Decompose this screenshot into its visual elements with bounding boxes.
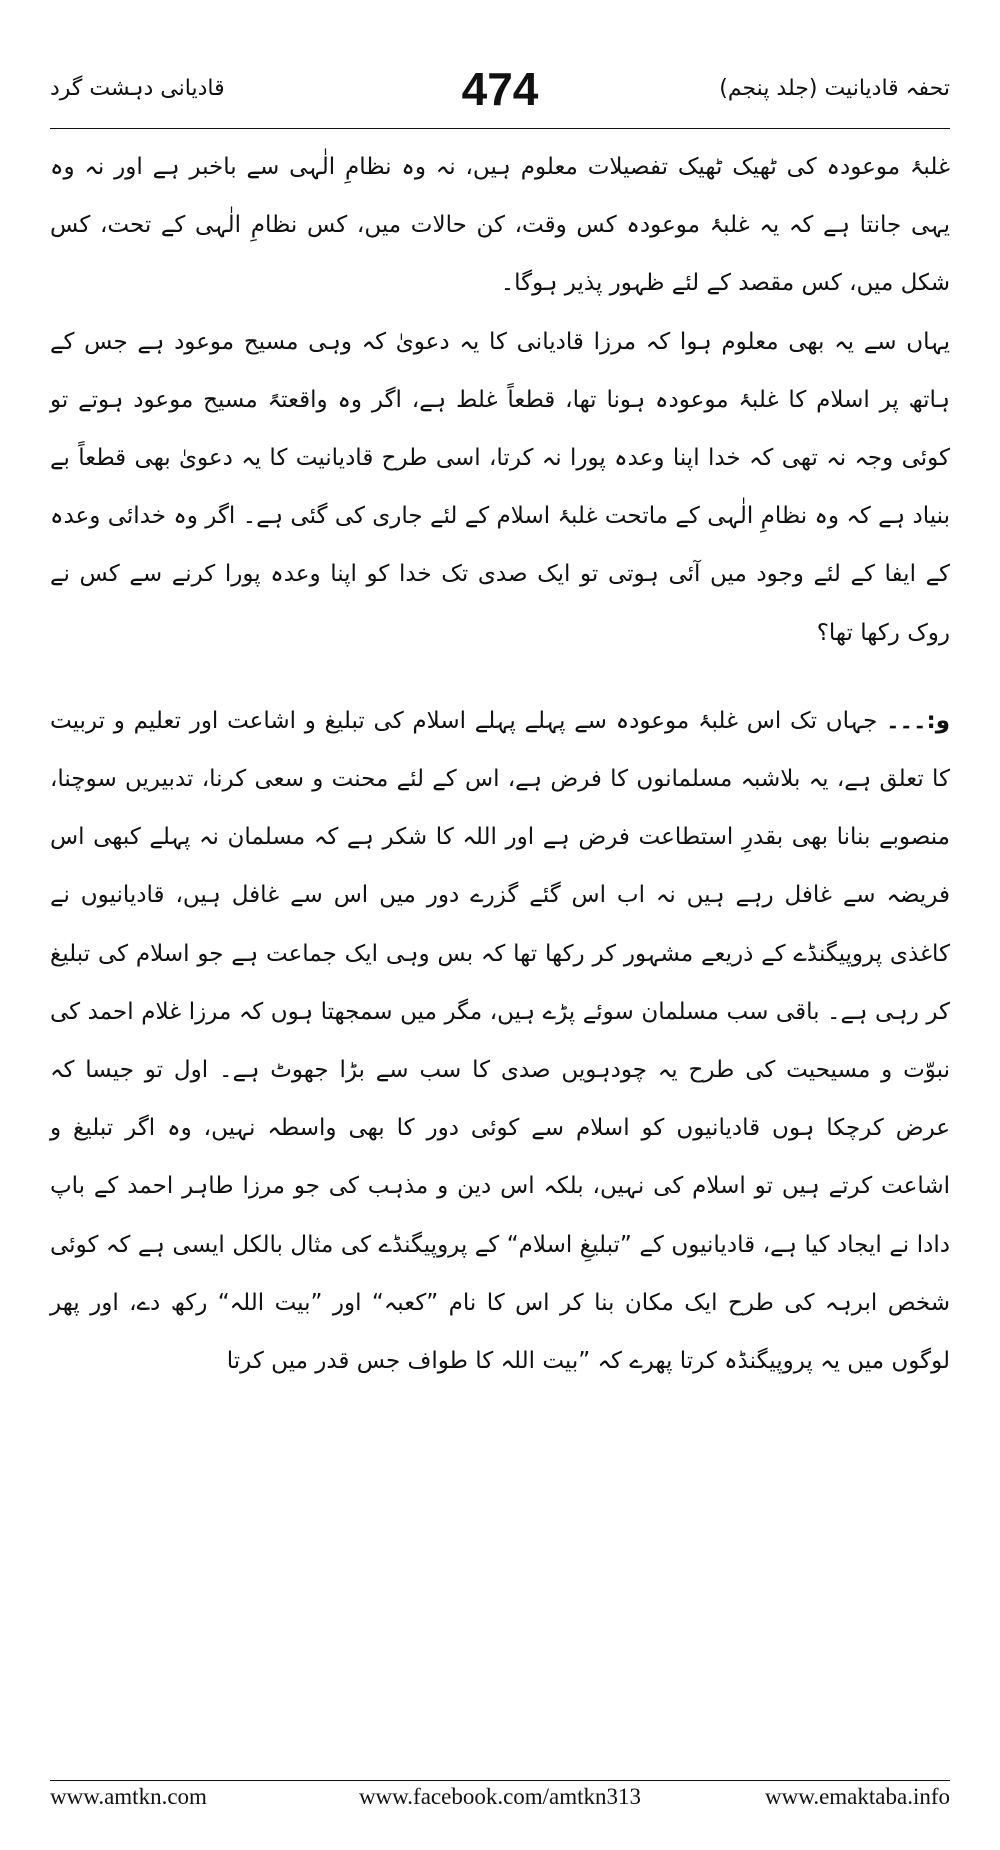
footer-link-facebook[interactable]: www.facebook.com/amtkn313 — [358, 1784, 642, 1809]
book-name: تحفہ قادیانیت — [824, 76, 950, 101]
volume-label: (جلد پنجم) — [719, 76, 818, 101]
footer-divider — [50, 1780, 950, 1781]
page-number: 474 — [461, 63, 539, 115]
paragraph-3-text: جہاں تک اس غلبۂ موعودہ سے پہلے پہلے اسلام کی تبلیغ و اشاعت اور تعلیم و تربیت کا تعلق ہے، یہ بلاشبہ مسلمانوں کا فرض ہے، اس کے لئے محنت و سعی کرنا، تدبیریں سوچنا، منصوبے بنانا بھی بقدرِ استطاعت فرض ہے اور اللہ کا شکر ہے کہ مسلمان نہ پہلے کبھی اس فریضہ سے غافل رہے ہیں نہ اب اس گئے گزرے دور میں اس سے غافل ہیں، قادیانیوں نے کاغذی پروپیگنڈے کے ذریعے مشہور کر رکھا تھا کہ بس وہی ایک جماعت ہے جو اسلام کی تبلیغ کر رہی ہے۔ باقی سب مسلمان سوئے پڑے ہیں، مگر میں سمجھتا ہوں کہ مرزا غلام احمد کی نبوّت و مسیحیت کی طرح یہ چودہویں صدی کا سب سے بڑا جھوٹ ہے۔ اول تو جیسا کہ عرض کرچکا ہوں قادیانیوں کو اسلام سے کوئی دور کا بھی واسطہ نہیں، وہ اگر تبلیغ و اشاعت کرتے ہیں تو اسلام کی نہیں، بلکہ اس دین و مذہب کی جو مرزا طاہر احمد کے باپ دادا نے ایجاد کیا ہے، قادیانیوں کے ”تبلیغِ اسلام“ کے پروپیگنڈے کی مثال بالکل ایسی ہے کہ کوئی شخص ابرہہ کی طرح ایک مکان بنا کر اس کا نام ”کعبہ“ اور ”بیت اللہ“ رکھ دے، اور پھر لوگوں میں یہ پروپیگنڈہ کرتا پھرے کہ ”بیت اللہ کا طواف جس قدر میں کرتا — [50, 707, 950, 1375]
footer-link-emaktaba[interactable]: www.emaktaba.info — [765, 1784, 950, 1809]
header-divider — [50, 128, 950, 129]
paragraph-gap — [50, 662, 950, 692]
chapter-title: قادیانی دہشت گرد — [50, 76, 225, 101]
page-body — [50, 138, 950, 1390]
page-header — [50, 62, 950, 122]
book-title — [719, 76, 950, 101]
paragraph-3 — [50, 692, 950, 1390]
section-label: و:۔۔۔ — [886, 707, 950, 734]
footer-link-amtkn[interactable]: www.amtkn.com — [50, 1784, 207, 1809]
paragraph-1: غلبۂ موعودہ کی ٹھیک ٹھیک تفصیلات معلوم ہیں، نہ وہ نظامِ الٰہی سے باخبر ہے اور نہ وہ یہی جانتا ہے کہ یہ غلبۂ موعودہ کس وقت، کن حالات میں، کس نظامِ الٰہی کے تحت، کس شکل میں، کس مقصد کے لئے ظہور پذیر ہوگا۔ — [50, 154, 950, 297]
page-footer — [50, 1784, 950, 1820]
paragraph-2: یہاں سے یہ بھی معلوم ہوا کہ مرزا قادیانی کا یہ دعویٰ کہ وہی مسیح موعود ہے جس کے ہاتھ پر اسلام کا غلبۂ موعودہ ہونا تھا، قطعاً غلط ہے، اگر وہ واقعتہً مسیح موعود ہوتے تو کوئی وجہ نہ تھی کہ خدا اپنا وعدہ پورا نہ کرتا، اسی طرح قادیانیت کا یہ دعویٰ بھی قطعاً بے بنیاد ہے کہ وہ نظامِ الٰہی کے ماتحت غلبۂ اسلام کے لئے جاری کی گئی ہے۔ اگر وہ خدائی وعدہ کے ایفا کے لئے وجود میں آئی ہوتی تو ایک صدی تک خدا کو اپنا وعدہ پورا کرنے سے کس نے روک رکھا تھا؟ — [50, 328, 950, 646]
